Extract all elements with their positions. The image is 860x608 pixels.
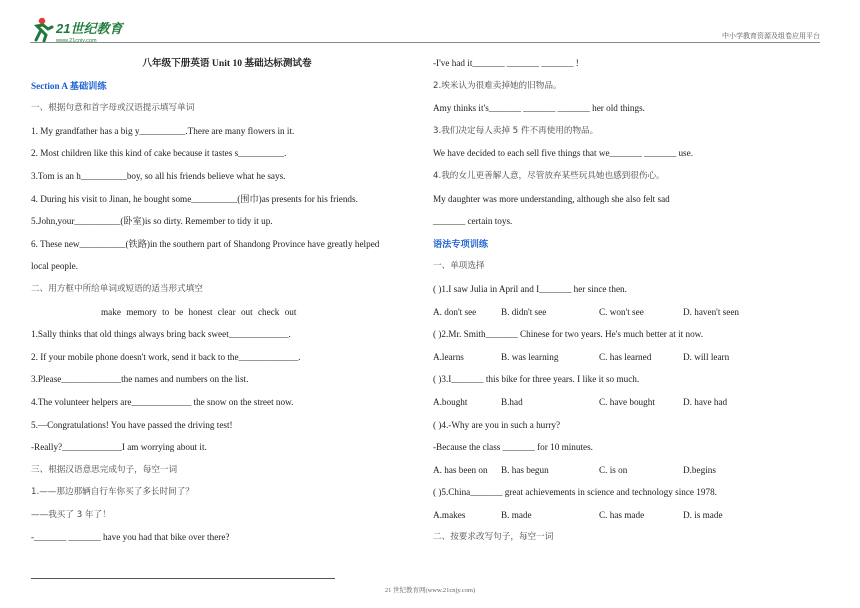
text-line: 1.——那边那辆自行车你买了多长时间了？ [31,487,194,498]
text-line: 2. If your mobile phone doesn't work, send it back to the_____________. [31,351,301,362]
option-text: A.bought [433,396,468,407]
text-line: ( )4.-Why are you in such a hurry? [433,419,561,430]
section-heading: Section A 基础训练 [31,80,107,91]
option-text: D. will learn [683,351,730,362]
section-heading: 语法专项训练 [433,238,489,249]
option-text: A. has been on [433,464,488,475]
text-line: ( )1.I saw Julia in April and I_______ her since then. [433,283,627,294]
text-line: make memory to be honest clear out check out [101,306,297,317]
footer-text: 21 世纪教育网(www.21cnjy.com) [384,587,476,594]
text-line: Amy thinks it's_______ _______ _______ her old things. [433,103,645,114]
text-line: ( )2.Mr. Smith_______ Chinese for two years. He's much better at it now. [433,329,704,340]
option-text: C. has made [599,509,645,520]
option-text: A.makes [433,509,466,520]
text-line: My daughter was more understanding, although she also felt sad [433,193,670,204]
logo-url: www.21cnjy.com [56,38,97,44]
answer-options [433,307,823,330]
option-text: C. won't see [599,306,644,317]
text-line: 4.The volunteer helpers are_____________ the snow on the street now. [31,396,294,407]
text-line: 3.Please_____________the names and numbers on the list. [31,374,249,385]
text-line: 4. During his visit to Jinan, he bought some__________(围巾)as presents for his friends. [31,193,358,204]
text-line: 一、单项选择 [433,261,485,272]
answer-options [433,510,823,533]
text-line: 3.Tom is an h__________boy, so all his friends believe what he says. [31,170,286,181]
text-line: 3.我们决定每人卖掉 5 件不再使用的物品。 [433,125,599,136]
text-line: 5.John,your__________(卧室)is so dirty. Remember to tidy it up. [31,216,273,227]
option-text: B. made [501,509,532,520]
text-line: 二、按要求改写句子，每空一词 [433,532,554,543]
text-line: 4.我的女儿更善解人意，尽管放弃某些玩具她也感到很伤心。 [433,170,665,181]
header-divider [30,42,820,43]
text-line: 2. Most children like this kind of cake because it tastes s__________. [31,148,287,159]
document-title: 八年级下册英语 Unit 10 基础达标测试卷 [142,58,312,69]
right-column [433,58,823,555]
text-line: -Really?_____________I am worrying about it. [31,442,207,453]
left-column [31,58,423,555]
runner-icon [36,18,52,41]
option-text: C. is on [599,464,628,475]
platform-name: 中小学教育资源及组卷应用平台 [722,32,820,40]
text-line: 一、根据句意和首字母或汉语提示填写单词 [31,103,195,114]
option-text: D. haven't seen [683,306,739,317]
option-text: D.begins [683,464,716,475]
answer-options [433,352,823,375]
answer-options [433,397,823,420]
option-text: C. have bought [599,396,655,407]
option-text: B. was learning [501,351,559,362]
logo-text: 21世纪教育 [56,21,123,36]
answer-options [433,465,823,488]
footer-divider [31,578,335,579]
text-line: 1. My grandfather has a big y__________.There are many flowers in it. [31,125,295,136]
text-line: 6. These new__________(铁路)in the southern part of Shandong Province have greatly helped [31,238,380,249]
text-line: 三、根据汉语意思完成句子，每空一词 [31,464,178,475]
text-line: -I've had it_______ _______ _______ ! [433,58,579,68]
text-line: 5.—Congratulations! You have passed the driving test! [31,419,233,430]
text-line: 1.Sally thinks that old things always bring back sweet_____________. [31,329,291,340]
option-text: C. has learned [599,351,652,362]
text-line: local people. [31,261,78,272]
text-line: ——我买了 3 年了！ [31,509,111,520]
option-text: B. has begun [501,464,549,475]
option-text: D. have had [683,396,728,407]
option-text: A. don't see [433,306,477,317]
text-line: 二、用方框中所给单词或短语的适当形式填空 [31,283,203,294]
text-line: ( )5.China_______ great achievements in science and technology since 1978. [433,487,717,498]
text-line: _______ certain toys. [433,216,513,227]
option-text: A.learns [433,351,464,362]
option-text: B. didn't see [501,306,547,317]
text-line: ( )3.I_______ this bike for three years. I like it so much. [433,374,640,385]
text-line: We have decided to each sell five things that we_______ _______ use. [433,148,694,159]
option-text: B.had [501,396,523,407]
option-text: D. is made [683,509,723,520]
text-line: -_______ _______ have you had that bike over there? [31,532,230,543]
text-line: 2.埃米认为很难卖掉她的旧物品。 [433,80,562,91]
text-line: -Because the class _______ for 10 minutes. [433,442,593,453]
